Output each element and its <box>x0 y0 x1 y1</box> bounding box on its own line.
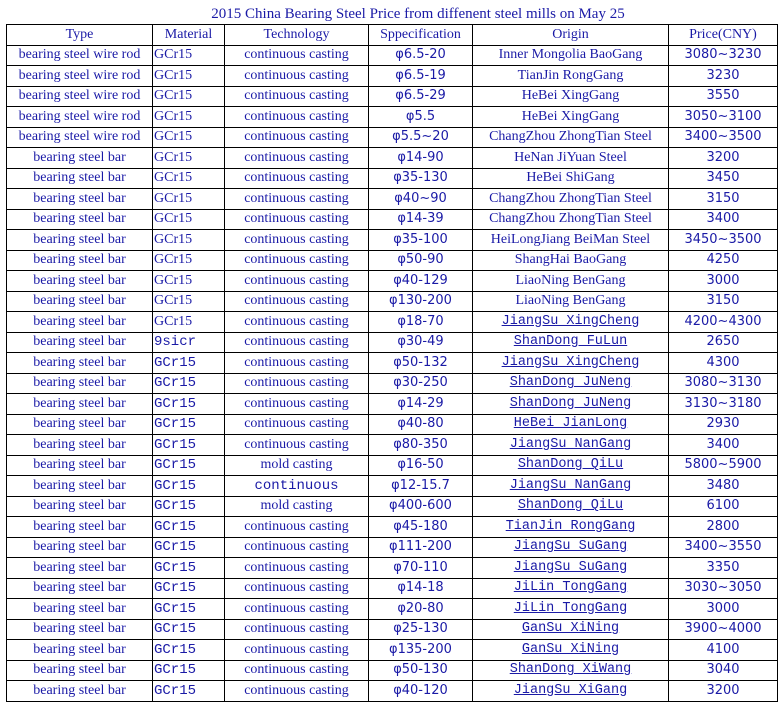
price-cell: 4250 <box>669 250 778 271</box>
origin-cell: LiaoNing BenGang <box>473 271 669 292</box>
origin-cell: ShanDong JuNeng <box>473 394 669 415</box>
type-cell: bearing steel wire rod <box>7 107 153 128</box>
material-cell: GCr15 <box>153 414 225 435</box>
origin-cell: GanSu XiNing <box>473 640 669 661</box>
specification-cell: φ18-70 <box>369 312 473 333</box>
table-row <box>7 168 778 189</box>
table-row <box>7 558 778 579</box>
technology-cell: continuous casting <box>225 230 369 251</box>
table-row <box>7 599 778 620</box>
specification-cell: φ6.5-19 <box>369 66 473 87</box>
technology-cell: continuous casting <box>225 271 369 292</box>
technology-cell: continuous casting <box>225 107 369 128</box>
price-cell: 3130~3180 <box>669 394 778 415</box>
material-cell: GCr15 <box>153 537 225 558</box>
table-row <box>7 517 778 538</box>
technology-cell: continuous casting <box>225 66 369 87</box>
specification-cell: φ6.5-20 <box>369 45 473 66</box>
origin-cell: JiangSu NanGang <box>473 476 669 497</box>
table-row <box>7 496 778 517</box>
table-row <box>7 681 778 702</box>
table-row <box>7 107 778 128</box>
material-cell: GCr15 <box>153 394 225 415</box>
technology-cell: continuous <box>225 476 369 497</box>
type-cell: bearing steel bar <box>7 455 153 476</box>
price-cell: 3200 <box>669 148 778 169</box>
specification-cell: φ400-600 <box>369 496 473 517</box>
type-cell: bearing steel bar <box>7 599 153 620</box>
technology-cell: continuous casting <box>225 209 369 230</box>
technology-cell: continuous casting <box>225 640 369 661</box>
type-cell: bearing steel bar <box>7 640 153 661</box>
header-technology: Technology <box>225 25 369 46</box>
price-cell: 2800 <box>669 517 778 538</box>
price-cell: 4200~4300 <box>669 312 778 333</box>
technology-cell: continuous casting <box>225 127 369 148</box>
specification-cell: φ70-110 <box>369 558 473 579</box>
header-price: Price(CNY) <box>669 25 778 46</box>
table-row <box>7 414 778 435</box>
technology-cell: continuous casting <box>225 353 369 374</box>
specification-cell: φ40-129 <box>369 271 473 292</box>
table-row <box>7 660 778 681</box>
specification-cell: φ35-100 <box>369 230 473 251</box>
material-cell: GCr15 <box>153 660 225 681</box>
origin-cell: ShanDong XiWang <box>473 660 669 681</box>
origin-cell: ShanDong QiLu <box>473 496 669 517</box>
type-cell: bearing steel bar <box>7 660 153 681</box>
table-row <box>7 312 778 333</box>
table-row <box>7 640 778 661</box>
header-specification: Sppecification <box>369 25 473 46</box>
technology-cell: continuous casting <box>225 537 369 558</box>
origin-cell: HeBei JianLong <box>473 414 669 435</box>
specification-cell: φ40-120 <box>369 681 473 702</box>
price-cell: 2650 <box>669 332 778 353</box>
specification-cell: φ50-132 <box>369 353 473 374</box>
header-material: Material <box>153 25 225 46</box>
origin-cell: JiLin TongGang <box>473 578 669 599</box>
specification-cell: φ50-130 <box>369 660 473 681</box>
header-type: Type <box>7 25 153 46</box>
origin-cell: JiangSu SuGang <box>473 537 669 558</box>
technology-cell: continuous casting <box>225 517 369 538</box>
table-row <box>7 332 778 353</box>
material-cell: GCr15 <box>153 681 225 702</box>
type-cell: bearing steel bar <box>7 312 153 333</box>
origin-cell: TianJin RongGang <box>473 66 669 87</box>
price-cell: 3450~3500 <box>669 230 778 251</box>
technology-cell: continuous casting <box>225 45 369 66</box>
origin-cell: JiangSu XingCheng <box>473 353 669 374</box>
type-cell: bearing steel bar <box>7 414 153 435</box>
type-cell: bearing steel bar <box>7 148 153 169</box>
technology-cell: continuous casting <box>225 168 369 189</box>
specification-cell: φ80-350 <box>369 435 473 456</box>
page-title: 2015 China Bearing Steel Price from diffenent steel mills on May 25 <box>211 6 625 22</box>
technology-cell: continuous casting <box>225 435 369 456</box>
specification-cell: φ12-15.7 <box>369 476 473 497</box>
specification-cell: φ14-39 <box>369 209 473 230</box>
price-cell: 4100 <box>669 640 778 661</box>
table-row <box>7 291 778 312</box>
price-cell: 3480 <box>669 476 778 497</box>
technology-cell: continuous casting <box>225 148 369 169</box>
header-origin: Origin <box>473 25 669 46</box>
type-cell: bearing steel bar <box>7 558 153 579</box>
origin-cell: JiangSu XiGang <box>473 681 669 702</box>
specification-cell: φ35-130 <box>369 168 473 189</box>
type-cell: bearing steel bar <box>7 209 153 230</box>
material-cell: GCr15 <box>153 127 225 148</box>
price-cell: 3150 <box>669 189 778 210</box>
price-cell: 3200 <box>669 681 778 702</box>
specification-cell: φ5.5 <box>369 107 473 128</box>
table-row <box>7 271 778 292</box>
material-cell: GCr15 <box>153 496 225 517</box>
origin-cell: LiaoNing BenGang <box>473 291 669 312</box>
origin-cell: JiangSu SuGang <box>473 558 669 579</box>
type-cell: bearing steel bar <box>7 230 153 251</box>
material-cell: GCr15 <box>153 476 225 497</box>
specification-cell: φ14-18 <box>369 578 473 599</box>
type-cell: bearing steel bar <box>7 291 153 312</box>
origin-cell: ShanDong JuNeng <box>473 373 669 394</box>
table-row <box>7 619 778 640</box>
technology-cell: mold casting <box>225 455 369 476</box>
type-cell: bearing steel bar <box>7 681 153 702</box>
material-cell: GCr15 <box>153 435 225 456</box>
type-cell: bearing steel wire rod <box>7 86 153 107</box>
type-cell: bearing steel bar <box>7 250 153 271</box>
table-row <box>7 209 778 230</box>
table-row <box>7 230 778 251</box>
technology-cell: continuous casting <box>225 86 369 107</box>
price-cell: 3350 <box>669 558 778 579</box>
technology-cell: continuous casting <box>225 291 369 312</box>
specification-cell: φ30-49 <box>369 332 473 353</box>
price-cell: 3230 <box>669 66 778 87</box>
material-cell: GCr15 <box>153 599 225 620</box>
type-cell: bearing steel bar <box>7 496 153 517</box>
origin-cell: HeNan JiYuan Steel <box>473 148 669 169</box>
technology-cell: continuous casting <box>225 599 369 620</box>
material-cell: GCr15 <box>153 578 225 599</box>
technology-cell: continuous casting <box>225 619 369 640</box>
specification-cell: φ45-180 <box>369 517 473 538</box>
table-row <box>7 45 778 66</box>
material-cell: GCr15 <box>153 148 225 169</box>
header-row <box>7 25 778 46</box>
table-row <box>7 373 778 394</box>
price-cell: 3000 <box>669 271 778 292</box>
technology-cell: continuous casting <box>225 394 369 415</box>
specification-cell: φ14-29 <box>369 394 473 415</box>
specification-cell: φ40~90 <box>369 189 473 210</box>
price-cell: 3030~3050 <box>669 578 778 599</box>
specification-cell: φ111-200 <box>369 537 473 558</box>
type-cell: bearing steel bar <box>7 394 153 415</box>
price-cell: 3450 <box>669 168 778 189</box>
price-cell: 3400~3500 <box>669 127 778 148</box>
origin-cell: ShanDong QiLu <box>473 455 669 476</box>
material-cell: GCr15 <box>153 373 225 394</box>
table-row <box>7 353 778 374</box>
technology-cell: continuous casting <box>225 250 369 271</box>
material-cell: GCr15 <box>153 107 225 128</box>
specification-cell: φ30-250 <box>369 373 473 394</box>
type-cell: bearing steel bar <box>7 537 153 558</box>
origin-cell: HeBei XingGang <box>473 107 669 128</box>
table-row <box>7 455 778 476</box>
type-cell: bearing steel wire rod <box>7 127 153 148</box>
material-cell: GCr15 <box>153 45 225 66</box>
origin-cell: HeBei XingGang <box>473 86 669 107</box>
type-cell: bearing steel bar <box>7 332 153 353</box>
table-row <box>7 86 778 107</box>
material-cell: GCr15 <box>153 640 225 661</box>
material-cell: GCr15 <box>153 168 225 189</box>
table-row <box>7 435 778 456</box>
price-cell: 3900~4000 <box>669 619 778 640</box>
price-cell: 3040 <box>669 660 778 681</box>
material-cell: 9sicr <box>153 332 225 353</box>
origin-cell: Inner Mongolia BaoGang <box>473 45 669 66</box>
type-cell: bearing steel bar <box>7 578 153 599</box>
table-row <box>7 189 778 210</box>
price-cell: 5800~5900 <box>669 455 778 476</box>
technology-cell: continuous casting <box>225 312 369 333</box>
technology-cell: continuous casting <box>225 189 369 210</box>
price-cell: 4300 <box>669 353 778 374</box>
material-cell: GCr15 <box>153 271 225 292</box>
price-cell: 3080~3230 <box>669 45 778 66</box>
specification-cell: φ130-200 <box>369 291 473 312</box>
origin-cell: ChangZhou ZhongTian Steel <box>473 209 669 230</box>
type-cell: bearing steel wire rod <box>7 66 153 87</box>
type-cell: bearing steel bar <box>7 271 153 292</box>
material-cell: GCr15 <box>153 86 225 107</box>
specification-cell: φ14-90 <box>369 148 473 169</box>
origin-cell: GanSu XiNing <box>473 619 669 640</box>
material-cell: GCr15 <box>153 455 225 476</box>
type-cell: bearing steel bar <box>7 517 153 538</box>
price-cell: 3400~3550 <box>669 537 778 558</box>
price-cell: 2930 <box>669 414 778 435</box>
technology-cell: continuous casting <box>225 660 369 681</box>
price-cell: 6100 <box>669 496 778 517</box>
specification-cell: φ50-90 <box>369 250 473 271</box>
origin-cell: HeBei ShiGang <box>473 168 669 189</box>
origin-cell: JiLin TongGang <box>473 599 669 620</box>
origin-cell: TianJin RongGang <box>473 517 669 538</box>
type-cell: bearing steel bar <box>7 619 153 640</box>
technology-cell: continuous casting <box>225 681 369 702</box>
table-row <box>7 394 778 415</box>
specification-cell: φ5.5~20 <box>369 127 473 148</box>
price-cell: 3550 <box>669 86 778 107</box>
material-cell: GCr15 <box>153 250 225 271</box>
type-cell: bearing steel bar <box>7 168 153 189</box>
material-cell: GCr15 <box>153 558 225 579</box>
material-cell: GCr15 <box>153 230 225 251</box>
material-cell: GCr15 <box>153 209 225 230</box>
price-cell: 3080~3130 <box>669 373 778 394</box>
origin-cell: ChangZhou ZhongTian Steel <box>473 127 669 148</box>
table-row <box>7 127 778 148</box>
specification-cell: φ20-80 <box>369 599 473 620</box>
origin-cell: HeiLongJiang BeiMan Steel <box>473 230 669 251</box>
type-cell: bearing steel bar <box>7 189 153 210</box>
specification-cell: φ16-50 <box>369 455 473 476</box>
specification-cell: φ40-80 <box>369 414 473 435</box>
technology-cell: continuous casting <box>225 373 369 394</box>
type-cell: bearing steel bar <box>7 353 153 374</box>
origin-cell: ShanDong FuLun <box>473 332 669 353</box>
price-table <box>6 24 778 702</box>
specification-cell: φ135-200 <box>369 640 473 661</box>
table-row <box>7 250 778 271</box>
material-cell: GCr15 <box>153 66 225 87</box>
type-cell: bearing steel bar <box>7 435 153 456</box>
origin-cell: ChangZhou ZhongTian Steel <box>473 189 669 210</box>
table-row <box>7 578 778 599</box>
origin-cell: ShangHai BaoGang <box>473 250 669 271</box>
table-row <box>7 476 778 497</box>
technology-cell: continuous casting <box>225 414 369 435</box>
material-cell: GCr15 <box>153 353 225 374</box>
price-cell: 3400 <box>669 209 778 230</box>
material-cell: GCr15 <box>153 189 225 210</box>
price-cell: 3000 <box>669 599 778 620</box>
price-cell: 3050~3100 <box>669 107 778 128</box>
material-cell: GCr15 <box>153 312 225 333</box>
material-cell: GCr15 <box>153 517 225 538</box>
type-cell: bearing steel bar <box>7 373 153 394</box>
price-cell: 3400 <box>669 435 778 456</box>
technology-cell: continuous casting <box>225 332 369 353</box>
material-cell: GCr15 <box>153 291 225 312</box>
table-row <box>7 148 778 169</box>
table-row <box>7 66 778 87</box>
technology-cell: continuous casting <box>225 578 369 599</box>
origin-cell: JiangSu NanGang <box>473 435 669 456</box>
technology-cell: continuous casting <box>225 558 369 579</box>
type-cell: bearing steel wire rod <box>7 45 153 66</box>
type-cell: bearing steel bar <box>7 476 153 497</box>
technology-cell: mold casting <box>225 496 369 517</box>
material-cell: GCr15 <box>153 619 225 640</box>
price-cell: 3150 <box>669 291 778 312</box>
specification-cell: φ6.5-29 <box>369 86 473 107</box>
origin-cell: JiangSu XingCheng <box>473 312 669 333</box>
specification-cell: φ25-130 <box>369 619 473 640</box>
table-row <box>7 537 778 558</box>
